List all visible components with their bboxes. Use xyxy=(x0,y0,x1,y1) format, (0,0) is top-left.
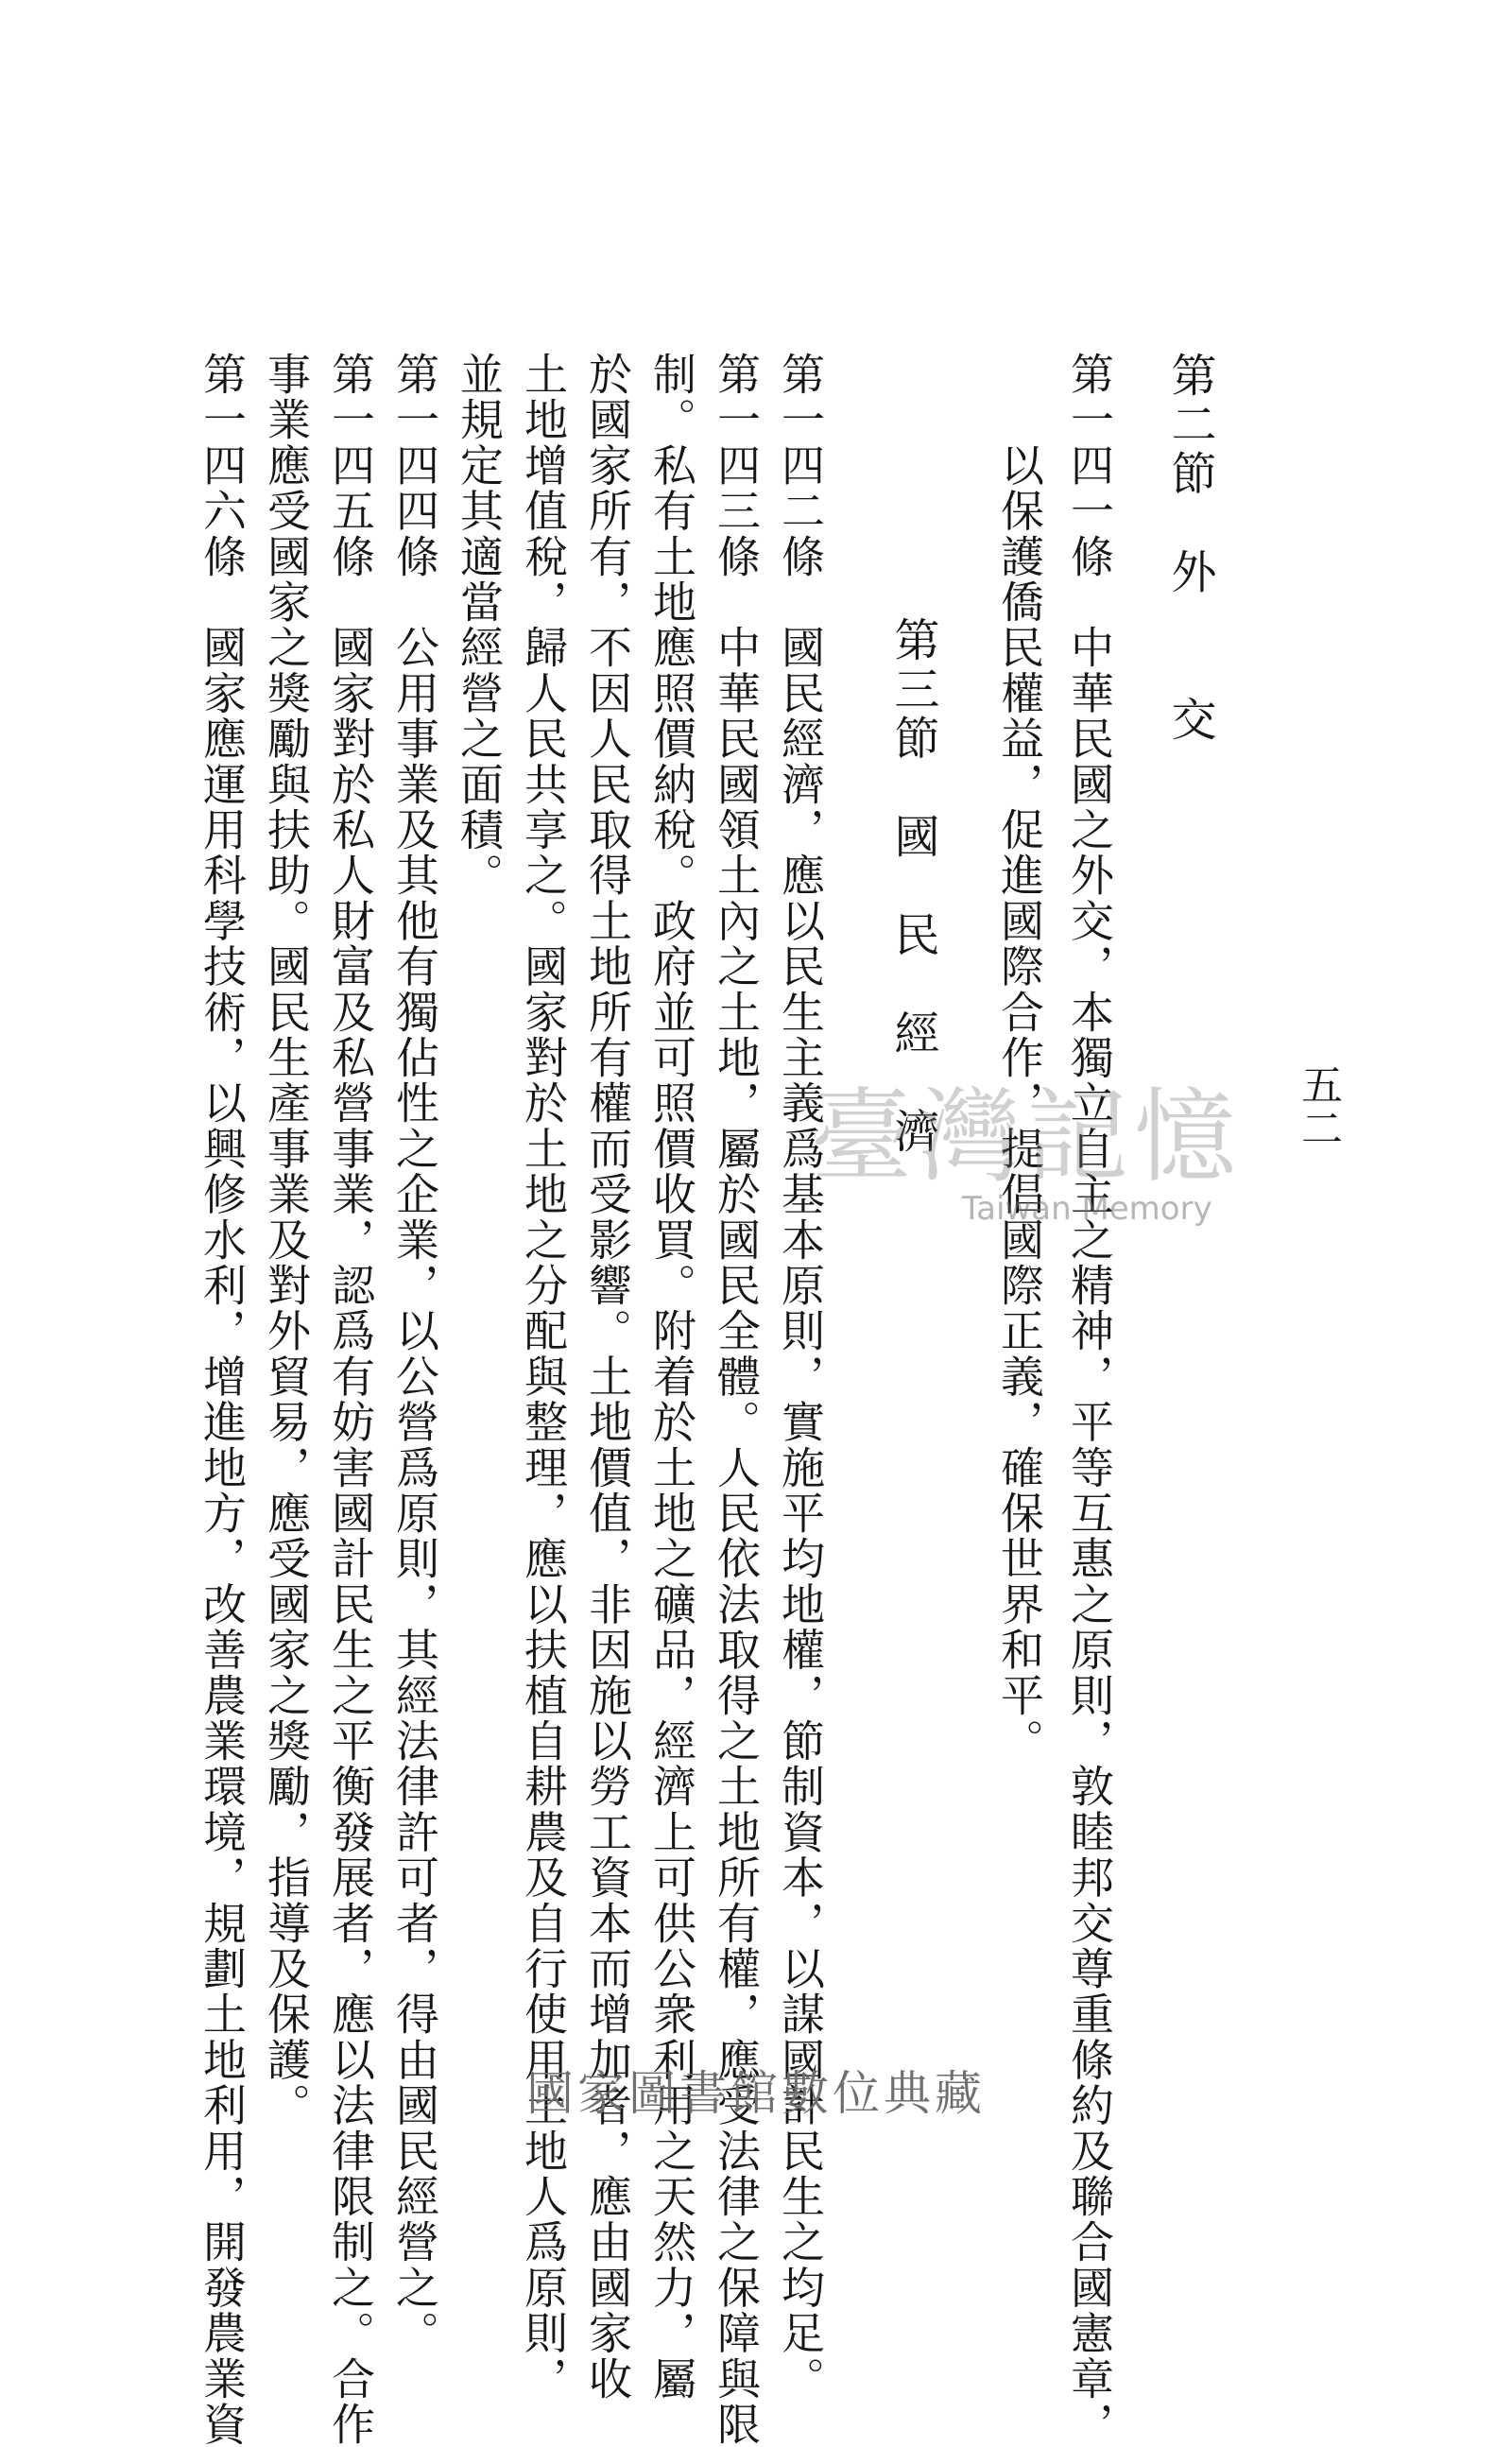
watermark-english-text: Taiwan Memory xyxy=(962,1190,1212,1228)
article-143-line-5: 並規定其適當經營之面積。 xyxy=(454,352,505,899)
article-145-line-2: 事業應受國家之獎勵與扶助。國民生產事業及對外貿易，應受國家之獎勵，指導及保護。 xyxy=(261,352,312,2128)
article-143-line-3: 於國家所有，不因人民取得土地所有權而受影響。土地價值，非因施以勞工資本而增加者，應由國家收 xyxy=(582,352,633,2402)
watermark-chinese-text: 臺灣記憶 xyxy=(811,1078,1243,1197)
section3-heading: 第三節 國 民 經 濟 xyxy=(886,616,939,1157)
article-141-line-1: 第一四一條 中華民國之外交，本獨立自主之精神，平等互惠之原則，敦睦邦交尊重條約及聯合國憲章， xyxy=(1064,352,1115,2447)
article-145-line-1: 第一四五條 國家對於私人財富及私營事業，認爲有妨害國計民生之平衡發展者，應以法律限制之。合作 xyxy=(325,352,376,2447)
article-146-line: 第一四六條 國家應運用科學技術，以興修水利，增進地方，改善農業環境，規劃土地利用，開發農業資 xyxy=(197,352,248,2447)
section2-heading: 第二節 外 交 xyxy=(1163,352,1216,745)
footer-archive-label: 國家圖書館數位典藏 xyxy=(526,2066,986,2121)
article-142-line: 第一四二條 國民經濟，應以民生主義爲基本原則，實施平均地權，節制資本，以謀國計民生之均足。 xyxy=(775,352,826,2402)
article-143-line-1: 第一四三條 中華民國領土內之土地，屬於國民全體。人民依法取得之土地所有權，應受法律之保障與限 xyxy=(711,352,762,2447)
article-141-line-2: 以保護僑民權益，促進國際合作，提倡國際正義，確保世界和平。 xyxy=(994,352,1045,1765)
article-143-line-4: 土地增值稅，歸人民共享之。國家對於土地之分配與整理，應以扶植自耕農及自行使用土地人爲原則， xyxy=(518,352,569,2402)
article-144-line: 第一四四條 公用事業及其他有獨佔性之企業，以公營爲原則，其經法律許可者，得由國民經營之。 xyxy=(389,352,440,2356)
page-number: 五二 xyxy=(1294,1063,1342,1150)
article-143-line-2: 制。私有土地應照價納稅。政府並可照價收買。附着於土地之礦品，經濟上可供公衆利用之天然力，屬 xyxy=(646,352,697,2402)
